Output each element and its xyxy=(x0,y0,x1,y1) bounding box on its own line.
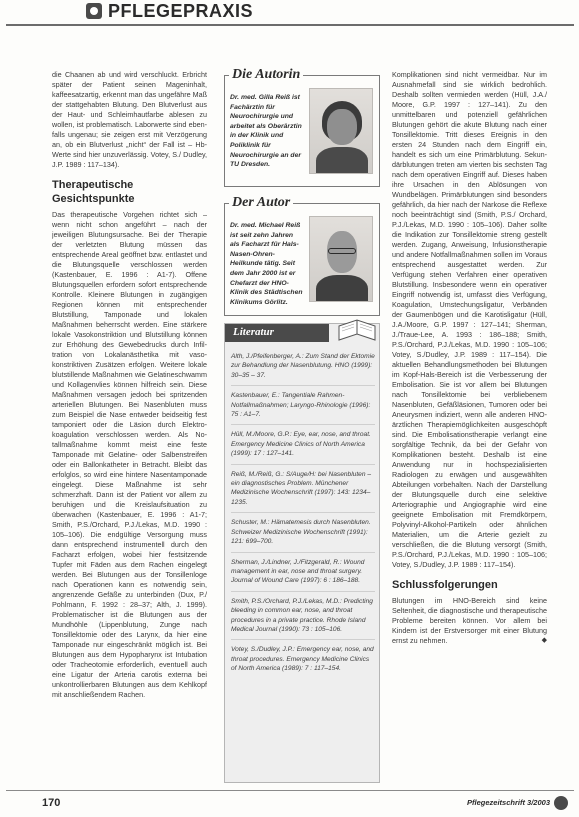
left-column xyxy=(52,70,207,776)
therapy-heading: Therapeutische Gesichtspunkte xyxy=(52,179,135,205)
literature-title-bar xyxy=(225,324,329,342)
conclusions-heading: Schlussfolgerungen xyxy=(392,579,498,591)
journal-reference: Pflegezeitschrift 3/2003 xyxy=(467,798,550,807)
right-paragraph-2 xyxy=(392,596,547,646)
left-paragraph-1: die Chaanen ab und wird verschluckt. Erbricht später der Patient seinen Mageninhalt, kaffeesatzartig, erkennt man das ungefähre Maß der stattgehabten Blutung. Den Blutverlust aus der Haut- und Schleimhautfarbe ablesen zu wollen, ist problematisch. Laborwerte sind ebenfalls ungenau; sie zeigen erst mit Verzögerung an, ob ein Blutverlust „nicht“ der Fall ist – Hb-Werte sind hier unzuverlässig. Votey, S./ Dudley, J.P. 1989 : 117–134). xyxy=(52,70,207,169)
right-column xyxy=(392,70,547,776)
left-paragraph-2: Das therapeutische Vorgehen richtet sich – wenn nicht schon angeführt – nach der jeweiligen Blutungsursache. Bei der Therapie der verletzten Blutung müssen das entsprechende Areal geöffnet bzw. entlastet und die Blutungsquelle verschlossen werden (Kastenbauer, E. 1996 : A1-7). Offene Blutungsquellen erfordern sofort entsprechende Kontrolle. Kleinere Blutungen in zugängigen Regionen können mit entsprechender Blutstillung, Tamponade und lokalen Maßnahmen beherrscht werden. Eine stärkere lokale Vasokonstriktion und Blutstillung können zur Erhöhung des Gewebedrucks durch Infiltration von Lokalanästhetika mit vasokonstriktiven Zusätzen erfolgen. Weitere lokale blutstillende Maßnahmen wie Gelatineschwamm und Kollagenvlies können hilfreich sein. Diese Maßnahmen versagen jedoch bei spritzenden arteriellen Blutungen. Bei Nasenbluten muss zum Beispiel die Nase entweder beidseitig fest tamponiert oder die Läsion durch Elektrokoagulation verschlossen werden. Als Notallmaßnahme kommt meist eine feste Tamponade mit Gelatine- oder Salbenstreifen oder ein Ballonkatheter in Betracht. Bleibt das erfolglos, so wird eine hintere Nasentamponade eingelegt. Diese Maßnahme ist sehr schmerzhaft. Dann ist der Patient vor allem zu beruhigen und die Kreislaufsituation zu überwachen (Kastenbauer, E. 1996 : A1-7; Smith, P.S./Orchard, P.J./Lekas, M.D. 1990 : 105–106). Die endgültige Versorgung muss dann entsprechend instrumentell durch den Facharzt erfolgen, wobei hier festsitzende Tupfer mit Fäden aus dem Rachen eingelegt werden. Bei Blutungen aus der Tonsillenloge nach Operationen kann es notwendig sein, angrenzende Gefäße zu unterbinden (Dux, P./ Pohlmann, F. 1992 : 28–37; Alth, J. 1999). Problematischer ist die Blutungen aus der Mundhöhle (Lippenblutung, Zunge nach Tonsillektomie oder des Larynx, da hier eine Tamponade nur eingeschränkt möglich ist. Bei Blutungen aus dem Hypopharynx ist Intubation oder Tracheotomie erforderlich, eventuell auch eine Ligatur der Arteria carotis externa bei unkontrollierbaren Blutungen aus dem Kehlkopf mit anschließendem Rachen. xyxy=(52,210,207,699)
author-label: Der Autor xyxy=(229,195,293,211)
literature-item: Sherman, J./Lindner, J./Fitzgerald, R.: Wound management in ear, nose and throat surgery. Journal of Wound Care (1997): 6 : 186–188. xyxy=(231,558,375,592)
magazine-logo-icon xyxy=(86,3,102,19)
section-title: PFLEGEPRAXIS xyxy=(108,1,254,21)
page-footer xyxy=(6,790,574,812)
literature-item: Votey, S./Dudley, J.P.: Emergency ear, nose, and throat procedures. Emergency Medicine Clinics of North America (1989): 7 : 117–154. xyxy=(231,646,374,673)
page-header xyxy=(6,0,574,26)
author-box-male xyxy=(224,195,380,316)
conclusion-text: Blutungen im HNO-Bereich sind keine Seltenheit, die diagnostische und therapeutische Probleme bereiten können. Vor allem bei Kindern ist der Erstversorger mit einer Blutung ernst zu nehmen. xyxy=(392,596,547,645)
literature-item: Alth, J./Pfeifenberger, A.: Zum Stand der Ektomie zur Behandlung der Nasenblutung. HNO (1999): 30–35 – 37. xyxy=(231,352,375,386)
end-mark-icon: ◆ xyxy=(541,637,547,644)
literature-title: Literatur xyxy=(233,326,274,338)
literature-item: Hüll, M./Moore, G.P.: Eye, ear, nose, and throat. Emergency Medicine Clinics of North America (1999): 17 : 127–141. xyxy=(231,430,375,464)
author-photo xyxy=(309,216,373,302)
author-photo xyxy=(309,88,373,174)
author-label: Die Autorin xyxy=(229,67,303,83)
literature-item: Kastenbauer, E.: Tangentiale Rahmen-Notfallmaßnahmen; Laryngo-Rhinologie (1996): 75 : A1–7. xyxy=(231,391,375,425)
author-box-female xyxy=(224,67,380,187)
author-bio: Dr. med. Michael Reiß ist seit zehn Jahren als Facharzt für Hals-Nasen-Ohren-Heilkunde tätig. Seit dem Jahr 2000 ist er Chefarzt der HNO-Klinik des Städtischen Klinikums Görlitz. xyxy=(230,222,303,306)
footer-logo-icon xyxy=(554,796,568,810)
literature-box xyxy=(224,323,380,783)
literature-item: Reiß, M./Reiß, G.: S/Auge/H: bei Nasenbluten – ein diagnostisches Problem. Münchener Medizinische Wochenschrift (1997): 143: 1234–1235. xyxy=(231,470,375,514)
literature-list xyxy=(231,352,375,684)
page-number: 170 xyxy=(42,797,61,809)
literature-item: Smith, P.S./Orchard, P.J./Lekas, M.D.: Predicting bleeding in common ear, nose, and throat procedures in a private practice. Rhode Island Medical Journal (1990): 73 : 105–106. xyxy=(231,597,375,641)
author-bio: Dr. med. Gilla Reiß ist Fachärztin für Neurochirurgie und arbeitet als Oberärztin in der Klinik und Poliklinik für Neurochirurgie an der TU Dresden. xyxy=(230,94,302,169)
book-icon xyxy=(337,316,377,344)
right-paragraph-1: Komplikationen sind nicht vermeidbar. Nur im Ausnahmefall sind sie wirklich bedrohlich. Deshalb sollten vermieden werden (Hüll, J.A./ Moore, G.P. 1997 : 127–141). Zu den unmittelbaren und potenziell gefährlichen Blutungen gehört die akute Blutung nach einer Tonsillektomie. Tritt dieses Ereignis in den ersten 24 Stunden nach dem Eingriff ein, handelt es sich um eine Primärblutung. Sekundärblutungen treten am vierten bis sechsten Tag nach dem operativen Eingriff auf. Dieses haben ihre Ursachen in den Ablösungen von Wundbelägen. Primärblutungen sind besonders gefährlich, da hier nach der Narkose die Reflexe noch beeinträchtigt sind (Smith, P.S./ Orchard, P.J./Lekas, M.D. 1990 : 105–106). Daher sollte die Indikation zur Tonsillektomie streng gestellt werden. Zugang, Anweisung, Infusionstherapie und andere Notfallmaßnahmen sollen im Voraus entsprechend ausgestattet werden. Zur Verfügung stehen Verfahren einer operativen Blutstillung. Insbesondere wenn ein operativer Eingriff notwendig ist, umfasst dies Verfügung, Koagulation, Umstechungsligatur, Verbänden der Gaumenbögen und die Karotisligatur (Hüll, J.A./Moore, G.P. 1997 : 127–141; Sherman, J./Traue-Lee, A. 1993 : 186–188; Smith, P.S./Orchard, P.J./Lekas, M.D. 1990 : 105–106; Votey, S./Dudley, J.P. 1989 : 117–154). Die aktuellen Behandlungsmethoden bei Blutungen im Kopf-Hals-Bereich ist die Verbesserung der Embolisation. Sie ist vor allem bei Blutungen nach Tonsillektomie bei verbliebenem Nasenbluten, Gefäßläsionen, Tumoren oder bei Aneurysmen indiziert, wenn alle anderen HNO-ärztlichen Therapiemöglichkeiten ausgeschöpft sind. Die Embolisationstherapie verlangt eine sorgfältige Technik, da bei der Gefahr von Komplikationen besteht. Deshalb ist eine Anwendung nur in hochspezialisierten Radiologen zu erwägen und ausgewählten Abteilungen vorbehalten. Nach der Darstellung der Blutungsquelle durch eine selektive Arteriographie und Angiographie wird eine geeignete Embolisation mit Fremdkörpern, Polyvinyl-Alkohol-Partikeln oder ähnlichen Materialien, um die Arterie gezielt zu verschließen, die die Blutung versorgt (Smith, P.S./Orchard, P.J./Lekas, M.D. 1990 : 105–106; Votey, S./Dudley, J.P. 1989 : 117–154). xyxy=(392,70,547,569)
literature-item: Schuster, M.: Hämatemesis durch Nasenbluten. Schweizer Medizinische Wochenschrift (1991): 121: 699–700. xyxy=(231,518,375,552)
